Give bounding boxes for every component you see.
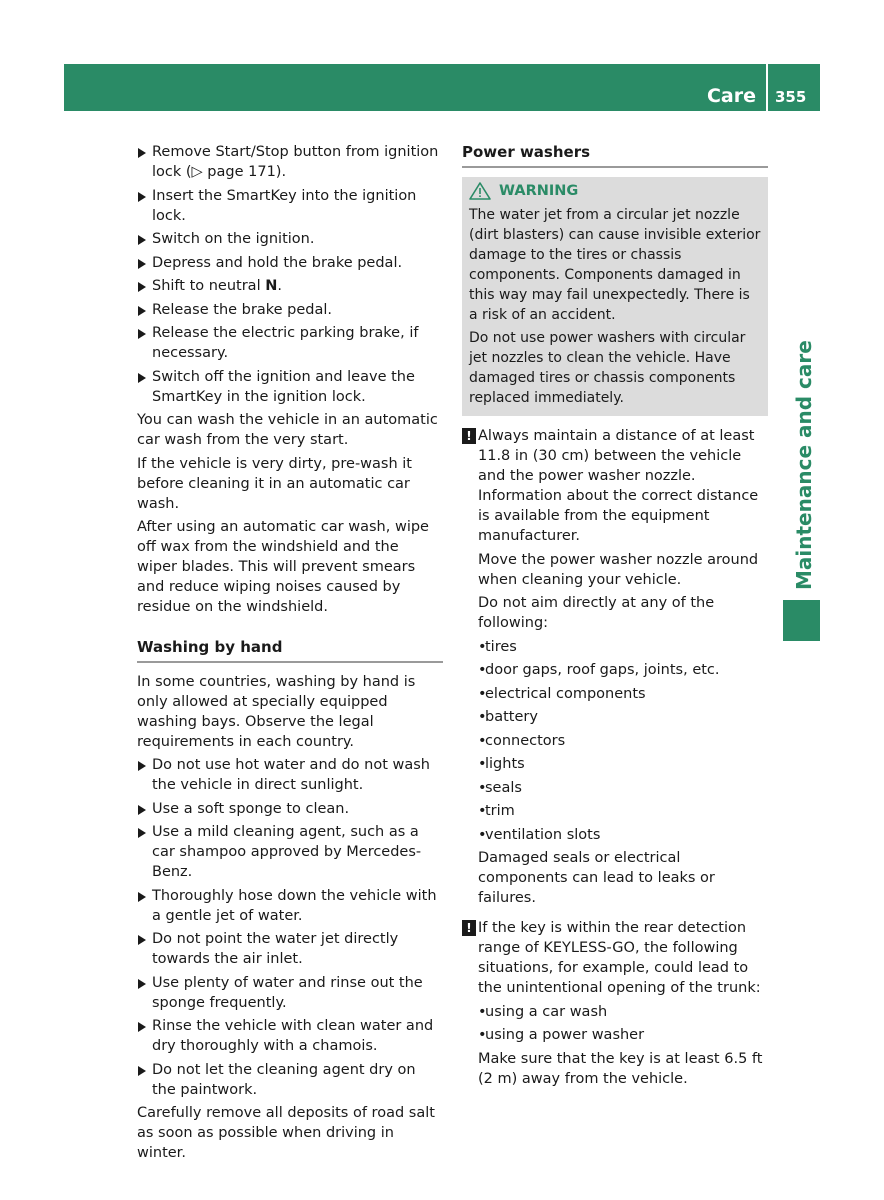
step-arrow-icon: [138, 892, 146, 902]
list-item-text: electrical components: [485, 685, 646, 702]
step-arrow-icon: [138, 805, 146, 815]
step-item: [137, 1016, 443, 1056]
warning-header: [469, 181, 761, 201]
step-arrow-icon: [138, 259, 146, 269]
note-block: [462, 426, 768, 546]
header-divider: [766, 64, 768, 111]
left-column: [137, 142, 443, 1167]
step-arrow-icon: [138, 148, 146, 158]
bullet-icon: •: [478, 1027, 487, 1043]
list-item: [462, 801, 768, 821]
step-item: [137, 253, 443, 273]
step-item: [137, 886, 443, 926]
warning-label: WARNING: [499, 183, 579, 199]
note-block: [462, 918, 768, 998]
exclamation-icon: !: [462, 920, 476, 936]
step-item: [137, 276, 443, 296]
list-item: [462, 731, 768, 751]
page-section-title: Care: [706, 85, 756, 107]
step-item: [137, 300, 443, 320]
body-paragraph: In some countries, washing by hand is only allowed at specially equipped washing bays. Observe the legal requirements in each country.: [137, 673, 416, 750]
step-text: Depress and hold the brake pedal.: [152, 254, 403, 271]
bullet-icon: •: [478, 662, 487, 678]
step-arrow-icon: [138, 373, 146, 383]
list-item-text: seals: [485, 779, 522, 796]
step-arrow-icon: [138, 192, 146, 202]
list-item-text: trim: [485, 803, 515, 819]
list-item-text: using a power washer: [485, 1027, 645, 1043]
body-paragraph: After using an automatic car wash, wipe off wax from the windshield and the wiper blades. This will prevent smears and reduce wiping noises caused by residue on the windshield.: [137, 519, 429, 615]
warning-paragraph: Do not use power washers with circular jet nozzles to clean the vehicle. Have damaged tires or chassis components replaced immediately.: [469, 330, 746, 406]
bullet-icon: •: [478, 1003, 487, 1020]
trunk-risk-list: [462, 1002, 768, 1046]
bullet-icon: •: [478, 732, 487, 749]
step-text: Switch off the ignition and leave the SmartKey in the ignition lock.: [152, 368, 415, 405]
body-paragraph: Damaged seals or electrical components can lead to leaks or failures.: [478, 850, 715, 906]
step-arrow-icon: [138, 979, 146, 989]
list-item-text: connectors: [485, 732, 566, 749]
list-item: [462, 754, 768, 774]
warning-paragraph: The water jet from a circular jet nozzle (dirt blasters) can cause invisible exterior damage to the tires or chassis components. Components damaged in this way may fail unexpectedly. There is a risk of an accident.: [469, 207, 761, 323]
intro-steps: [137, 142, 443, 407]
step-text: Switch on the ignition.: [152, 231, 315, 247]
step-arrow-icon: [138, 1066, 146, 1076]
step-item: [137, 323, 443, 363]
list-item: [462, 1002, 768, 1022]
step-item: [137, 142, 443, 182]
step-item: [137, 799, 443, 819]
step-item: [137, 367, 443, 407]
note-text: If the key is within the rear detection range of KEYLESS-GO, the following situations, for example, could lead to the unintentional opening of the trunk:: [478, 920, 761, 996]
step-arrow-icon: [138, 282, 146, 292]
list-item-text: lights: [485, 756, 525, 772]
step-arrow-icon: [138, 1022, 146, 1032]
side-tab-marker: [783, 600, 820, 641]
body-paragraph: You can wash the vehicle in an automatic car wash from the very start.: [137, 412, 438, 448]
step-text: Release the electric parking brake, if necessary.: [152, 325, 419, 361]
step-text: Thoroughly hose down the vehicle with a gentle jet of water.: [152, 887, 437, 924]
list-item: [462, 1025, 768, 1045]
warning-triangle-icon: [469, 182, 491, 200]
bullet-icon: •: [478, 803, 487, 819]
list-item-text: battery: [485, 709, 538, 725]
step-text: Shift to neutral N.: [152, 278, 282, 294]
bullet-icon: •: [478, 756, 487, 772]
list-item-text: using a car wash: [485, 1003, 608, 1020]
note-text: Always maintain a distance of at least 11.8 in (30 cm) between the vehicle and the power washer nozzle. Information about the correct distance is available from the equipment manufacturer.: [478, 428, 759, 544]
list-item: [462, 825, 768, 845]
list-item: [462, 660, 768, 680]
section-heading-washing-by-hand: Washing by hand: [137, 637, 443, 663]
list-item: [462, 707, 768, 727]
body-paragraph: If the vehicle is very dirty, pre-wash it before cleaning it in an automatic car wash.: [137, 455, 412, 512]
step-text: Do not let the cleaning agent dry on the paintwork.: [152, 1061, 416, 1098]
bullet-icon: •: [478, 685, 487, 702]
step-text: Use a mild cleaning agent, such as a car shampoo approved by Mercedes-Benz.: [152, 824, 422, 880]
bullet-icon: •: [478, 709, 487, 725]
list-item-text: tires: [485, 638, 517, 655]
step-text: Release the brake pedal.: [152, 301, 332, 318]
step-arrow-icon: [138, 329, 146, 339]
step-arrow-icon: [138, 306, 146, 316]
body-paragraph: Move the power washer nozzle around when cleaning your vehicle.: [478, 551, 759, 588]
step-item: [137, 755, 443, 795]
body-paragraph: Do not aim directly at any of the following:: [478, 595, 715, 631]
step-text: Do not use hot water and do not wash the vehicle in direct sunlight.: [152, 757, 430, 793]
warning-box: [462, 177, 768, 416]
step-item: [137, 929, 443, 969]
page-number: 355: [775, 88, 807, 106]
side-tab-label: Maintenance and care: [792, 340, 816, 590]
list-item-text: ventilation slots: [485, 826, 601, 843]
step-arrow-icon: [138, 235, 146, 245]
step-item: [137, 973, 443, 1013]
avoid-list: [462, 637, 768, 845]
body-paragraph: Make sure that the key is at least 6.5 ft (2 m) away from the vehicle.: [478, 1050, 763, 1087]
step-arrow-icon: [138, 935, 146, 945]
list-item: [462, 637, 768, 657]
list-item: [462, 778, 768, 798]
step-item: [137, 186, 443, 226]
exclamation-icon: !: [462, 428, 476, 444]
step-item: [137, 229, 443, 249]
step-text: Use plenty of water and rinse out the sponge frequently.: [152, 974, 423, 1011]
washing-steps: [137, 755, 443, 1100]
list-item-text: door gaps, roof gaps, joints, etc.: [485, 662, 720, 678]
step-text: Do not point the water jet directly towards the air inlet.: [152, 931, 399, 967]
step-item: [137, 822, 443, 882]
bullet-icon: •: [478, 826, 487, 843]
step-arrow-icon: [138, 828, 146, 838]
section-heading-power-washers: Power washers: [462, 142, 768, 168]
step-text: Insert the SmartKey into the ignition lock.: [152, 187, 417, 224]
step-text: Use a soft sponge to clean.: [152, 800, 350, 817]
step-text: Rinse the vehicle with clean water and dry thoroughly with a chamois.: [152, 1018, 434, 1054]
step-arrow-icon: [138, 761, 146, 771]
list-item: [462, 684, 768, 704]
body-paragraph: Carefully remove all deposits of road salt as soon as possible when driving in winter.: [137, 1105, 435, 1161]
step-item: [137, 1060, 443, 1100]
step-text: Remove Start/Stop button from ignition lock (▷ page 171).: [152, 144, 439, 180]
bullet-icon: •: [478, 779, 487, 796]
bullet-icon: •: [478, 638, 487, 655]
right-column: [462, 142, 768, 1092]
